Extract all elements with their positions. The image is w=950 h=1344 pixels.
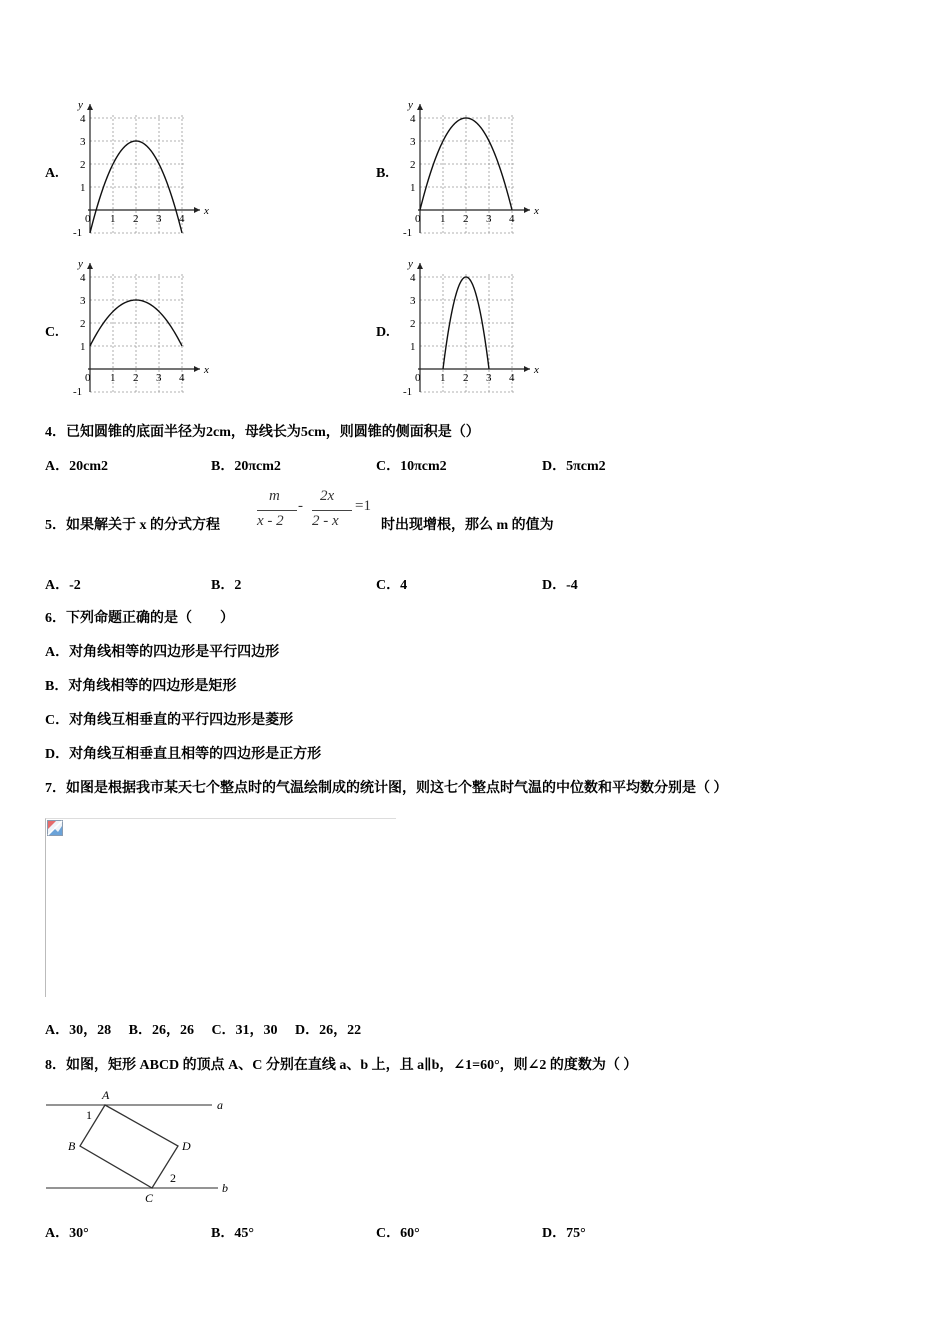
q5-option-b: B．2 [211,578,242,593]
question-6: 6．下列命题正确的是（ ） [45,611,234,626]
x-axis-label: x [204,205,209,217]
y-tick-label: 2 [410,318,416,330]
label-b-vertex: B [68,1139,76,1153]
question-7: 7．如图是根据我市某天七个整点时的气温绘制成的统计图，则这七个整点时气温的中位数和平均数分别是（ ） [45,781,728,796]
q4-option-a: A．20cm2 [45,459,108,474]
y-tick-neg-label: -1 [403,386,413,398]
q8-option-d: D．75° [542,1226,586,1241]
y-tick-label: 4 [80,272,86,284]
origin-label: 0 [85,213,91,225]
q5-option-d: D．-4 [542,578,578,593]
y-tick-label: 3 [410,295,416,307]
q8-option-c: C．60° [376,1226,420,1241]
y-tick-label: 3 [410,136,416,148]
equals-one: =1 [355,498,371,514]
y-axis-label: y [408,99,413,111]
rectangle-parallel-lines-figure [44,1086,234,1206]
y-tick-label: 2 [410,159,416,171]
broken-image-icon [47,820,63,836]
origin-label: 0 [415,213,421,225]
question-4: 4．已知圆锥的底面半径为2cm，母线长为5cm，则圆锥的侧面积是（） [45,425,480,440]
x-tick-label: 2 [463,372,469,384]
y-tick-neg-label: -1 [73,386,83,398]
x-tick-label: 2 [463,213,469,225]
x-arrow [194,207,200,213]
q6-option-a: A．对角线相等的四边形是平行四边形 [45,645,280,660]
label-a-vertex: A [102,1088,110,1102]
x-arrow [194,366,200,372]
x-tick-label: 3 [486,213,492,225]
x-tick-label: 2 [133,213,139,225]
q6-option-b: B．对角线相等的四边形是矩形 [45,679,237,694]
y-tick-label: 4 [80,113,86,125]
x-tick-label: 4 [179,372,185,384]
label-angle-2: 2 [170,1171,176,1185]
frac2-denominator: 2 - x [312,513,339,529]
x-tick-label: 4 [509,213,515,225]
q4-option-b: B．20πcm2 [211,459,281,474]
graph-b-label: B. [376,166,389,181]
y-arrow [417,104,423,110]
x-arrow [524,366,530,372]
graph-d [400,254,550,404]
x-axis-label: x [204,364,209,376]
y-tick-label: 3 [80,295,86,307]
y-axis-label: y [78,258,83,270]
graph-a-label: A. [45,166,59,181]
x-tick-label: 1 [110,213,116,225]
y-tick-label: 2 [80,318,86,330]
graph-c-label: C. [45,325,59,340]
y-arrow [417,263,423,269]
x-axis-label: x [534,205,539,217]
q5-option-c: C．4 [376,578,408,593]
graph-b [400,95,550,245]
q7-options: A．30，28 B．26，26 C．31，30 D．26，22 [45,1023,362,1038]
label-d-vertex: D [182,1139,191,1153]
x-tick-label: 4 [179,213,185,225]
y-tick-label: 1 [410,182,416,194]
q4-option-c: C．10πcm2 [376,459,447,474]
q4-option-d: D．5πcm2 [542,459,606,474]
q5-option-a: A．-2 [45,578,81,593]
y-arrow [87,263,93,269]
q8-option-b: B．45° [211,1226,254,1241]
y-tick-label: 1 [80,341,86,353]
y-axis-label: y [78,99,83,111]
question-8: 8．如图，矩形 ABCD 的顶点 A、C 分别在直线 a、b 上，且 a∥b，∠1=60°，则∠2 的度数为（ ） [45,1058,638,1073]
frac2-numerator: 2x [320,488,335,504]
y-arrow [87,104,93,110]
x-tick-label: 3 [156,372,162,384]
origin-label: 0 [85,372,91,384]
y-tick-label: 2 [80,159,86,171]
graph-c [70,254,220,404]
frac1-numerator: m [269,488,280,504]
x-tick-label: 4 [509,372,515,384]
y-axis-label: y [408,258,413,270]
graph-a [70,95,220,245]
rectangle-abcd [80,1105,178,1188]
question-5-prefix: 5．如果解关于 x 的分式方程 [45,518,220,533]
label-line-a: a [217,1098,223,1112]
y-tick-label: 4 [410,272,416,284]
question-5-suffix: 时出现增根，那么 m 的值为 [381,518,554,533]
label-angle-1: 1 [86,1108,92,1122]
x-tick-label: 3 [486,372,492,384]
y-tick-label: 1 [410,341,416,353]
y-tick-label: 1 [80,182,86,194]
x-tick-label: 3 [156,213,162,225]
x-axis-label: x [534,364,539,376]
q5-equation [255,486,380,534]
graph-d-label: D. [376,325,390,340]
x-tick-label: 1 [110,372,116,384]
q6-option-d: D．对角线互相垂直且相等的四边形是正方形 [45,747,322,762]
q8-option-a: A．30° [45,1226,89,1241]
x-arrow [524,207,530,213]
broken-image-placeholder [45,818,396,997]
y-tick-neg-label: -1 [73,227,83,239]
x-tick-label: 1 [440,213,446,225]
frac1-denominator: x - 2 [257,513,284,529]
label-c-vertex: C [145,1191,154,1205]
x-tick-label: 1 [440,372,446,384]
label-line-b: b [222,1181,228,1195]
minus-sign: - [298,498,303,514]
y-tick-label: 4 [410,113,416,125]
y-tick-neg-label: -1 [403,227,413,239]
x-tick-label: 2 [133,372,139,384]
origin-label: 0 [415,372,421,384]
q6-option-c: C．对角线互相垂直的平行四边形是菱形 [45,713,294,728]
y-tick-label: 3 [80,136,86,148]
